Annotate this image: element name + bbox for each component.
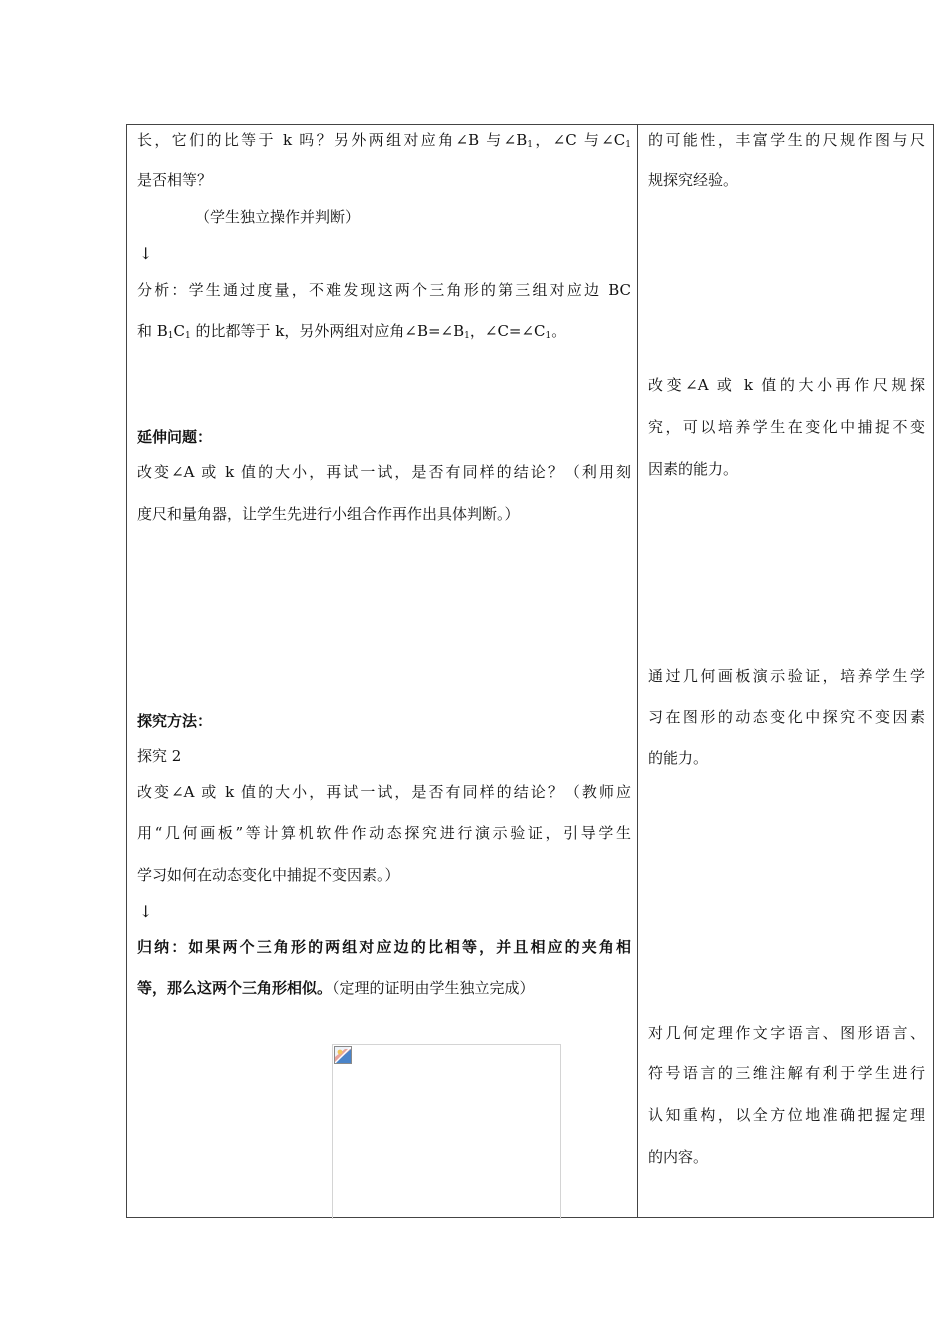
note-line: 的内容。 (648, 1148, 709, 1166)
extension-title: 延伸问题： (137, 428, 213, 446)
note-line: 习在图形的动态变化中探究不变因素 (648, 708, 925, 726)
note-line: 因素的能力。 (648, 460, 739, 478)
paragraph-line: 长，它们的比等于 k 吗？另外两组对应角∠B 与$\angle B_1$，∠C 与$\angle C_1$ (137, 131, 632, 150)
analysis-line: 和 $B_1C_1$ 的比都等于 k，另外两组对应角$\angle B=\angle B_1$，$\angle C=\angle C_1$。 (137, 322, 567, 341)
note-line: 通过几何画板演示验证，培养学生学 (648, 667, 925, 685)
note-line: 规探究经验。 (648, 171, 739, 189)
note-line: 究，可以培养学生在变化中捕捉不变 (648, 418, 925, 436)
conclusion-line: 归纳：如果两个三角形的两组对应边的比相等，并且相应的夹角相 (137, 938, 631, 956)
extension-line: 改变∠A 或 k 值的大小，再试一试，是否有同样的结论？（利用刻 (137, 463, 631, 481)
note-line: 的能力。 (648, 749, 709, 767)
note-line: 认知重构，以全方位地准确把握定理 (648, 1106, 925, 1124)
down-arrow-icon: ↓ (139, 244, 153, 263)
conclusion-line: 等，那么这两个三角形相似。（定理的证明由学生独立完成） (137, 979, 535, 997)
note-line: 对几何定理作文字语言、图形语言、 (648, 1024, 925, 1042)
extension-line: 度尺和量角器，让学生先进行小组合作再作出具体判断。） (137, 505, 520, 523)
broken-image-icon (334, 1046, 352, 1064)
method-line: 改变∠A 或 k 值的大小，再试一试，是否有同样的结论？（教师应 (137, 783, 631, 801)
analysis-line: 分析：学生通过度量，不难发现这两个三角形的第三组对应边 BC (137, 281, 631, 299)
method-title: 探究方法： (137, 712, 213, 730)
note-line: 的可能性，丰富学生的尺规作图与尺 (648, 131, 925, 149)
method-subtitle: 探究 2 (137, 747, 182, 765)
method-line: 用“几何画板”等计算机软件作动态探究进行演示验证，引导学生 (137, 824, 631, 842)
paragraph-line: 是否相等？ (137, 171, 213, 189)
lesson-table (126, 124, 934, 1218)
student-activity-note: （学生独立操作并判断） (195, 208, 361, 226)
column-divider (637, 125, 638, 1217)
note-line: 改变∠A 或 k 值的大小再作尺规探 (648, 376, 925, 394)
left-column (137, 125, 631, 1217)
note-line: 符号语言的三维注解有利于学生进行 (648, 1064, 925, 1082)
method-line: 学习如何在动态变化中捕捉不变因素。） (137, 866, 400, 884)
down-arrow-icon: ↓ (139, 902, 153, 921)
right-column (648, 125, 928, 1217)
theorem-figure-image (332, 1044, 561, 1219)
